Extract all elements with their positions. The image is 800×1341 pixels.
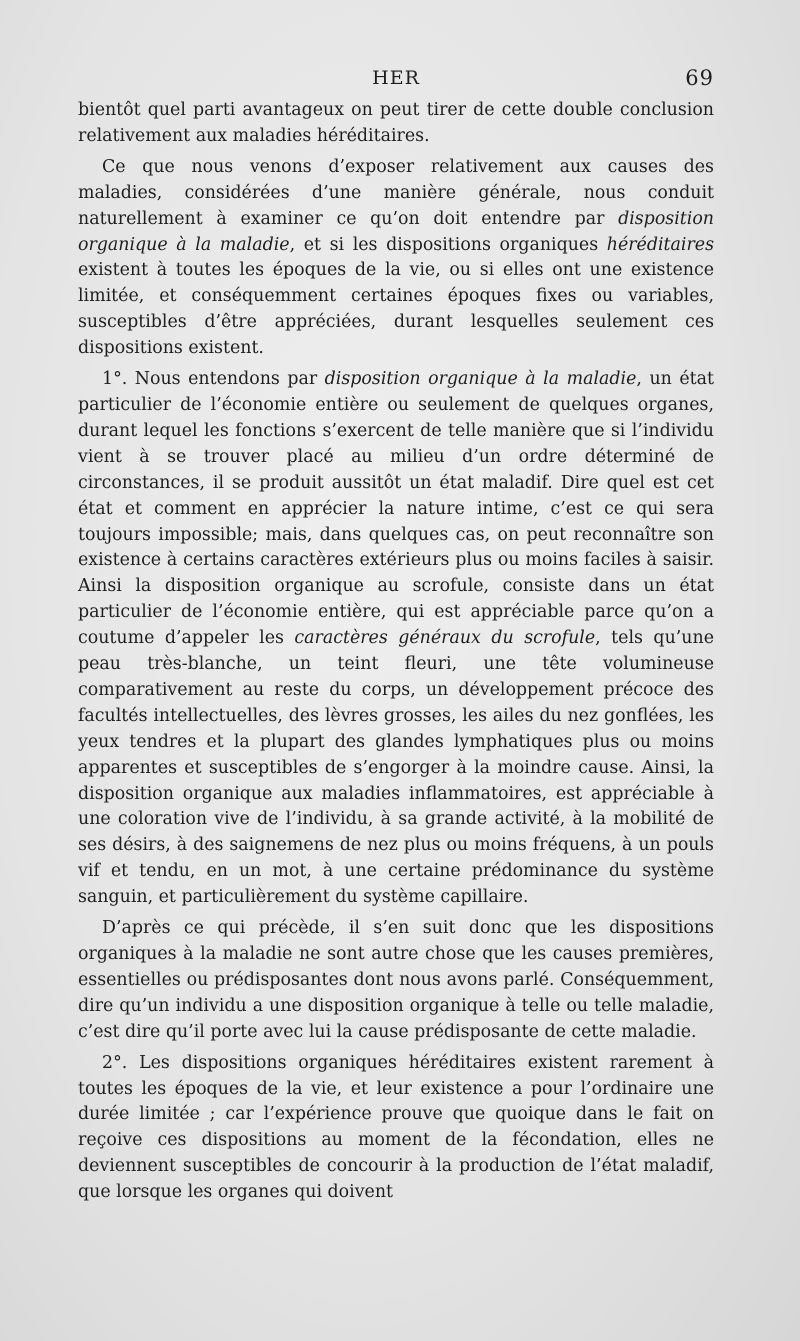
paragraph-text: existent à toutes les époques de la vie, ou si elles ont une existence limitée, et conséquemment certaines époques fixes ou variables, susceptibles d’être appréciées, durant lesquelles seulement ces dispositions existent.	[78, 260, 714, 359]
running-head	[78, 66, 714, 92]
page-number: 69	[685, 66, 714, 90]
paragraph-text: , tels qu’une peau très-blanche, un teint fleuri, une tête volumineuse comparativement au reste du corps, un développement précoce des facultés intellectuelles, des lèvres grosses, les ailes du nez gonflées, les yeux tendres et la plupart des glandes lymphatiques plus ou moins apparentes et susceptibles de s’engorger à la moindre cause. Ainsi, la disposition organique aux maladies inflammatoires, est appréciable à une coloration vive de l’individu, à sa grande activité, à la mobilité de ses désirs, à des saignemens de nez plus ou moins fréquens, à un pouls vif et tendu, en un mot, à une certaine prédominance du système sanguin, et particulièrement du système capillaire.	[78, 628, 714, 908]
paragraph-2	[78, 155, 714, 362]
paragraph-text: D’après ce qui précède, il s’en suit donc que les dispositions organiques à la maladie ne sont autre chose que les causes premières, essentielles ou prédisposantes dont nous avons parlé. Conséquemment, dire qu’un individu a une disposition organique à telle ou telle maladie, c’est dire qu’il porte avec lui la cause prédisposante de cette maladie.	[78, 918, 714, 1042]
paragraph-1	[78, 98, 714, 150]
italic-term: disposition organique à la maladie	[324, 369, 637, 390]
paragraph-text: , et si les dispositions organiques	[289, 234, 607, 255]
paragraph-text: , un état particulier de l’économie entière ou seulement de quelques organes, durant lequel les fonctions s’exercent de telle manière que si l’individu vient à se trouver placé au milieu d’un ordre déterminé de circonstances, il se produit aussitôt un état maladif. Dire quel est cet état et comment en apprécier la nature intime, c’est ce qui sera toujours impossible; mais, dans quelques cas, on peut reconnaître son existence à certains caractères extérieurs plus ou moins faciles à saisir. Ainsi la disposition organique au scrofule, consiste dans un état particulier de l’économie entière, qui est appréciable parce qu’on a coutume d’appeler les	[78, 369, 714, 649]
italic-term: héréditaires	[606, 234, 714, 255]
paragraph-3	[78, 367, 714, 911]
body-text	[78, 98, 714, 1211]
running-title: HER	[372, 67, 420, 89]
paragraph-5	[78, 1051, 714, 1206]
paragraph-text: Ce que nous venons d’exposer relativement aux causes des maladies, considérées d’une manière générale, nous conduit naturellement à examiner ce qu’on doit entendre par	[78, 156, 714, 229]
paragraph-text: 2°. Les dispositions organiques héréditaires existent rarement à toutes les époques de la vie, et leur existence a pour l’ordinaire une durée limitée ; car l’expérience prouve que quoique dans le fait on reçoive ces dispositions au moment de la fécondation, elles ne deviennent susceptibles de concourir à la production de l’état maladif, que lorsque les organes qui doivent	[78, 1052, 714, 1203]
paragraph-4	[78, 916, 714, 1046]
paragraph-text: 1°. Nous entendons par	[102, 369, 325, 390]
italic-term: disposition organique à la maladie	[78, 208, 714, 255]
italic-term: caractères généraux du scrofule	[294, 628, 596, 649]
paragraph-text: bientôt quel parti avantageux on peut tirer de cette double conclusion relativement aux maladies héréditaires.	[78, 100, 714, 146]
